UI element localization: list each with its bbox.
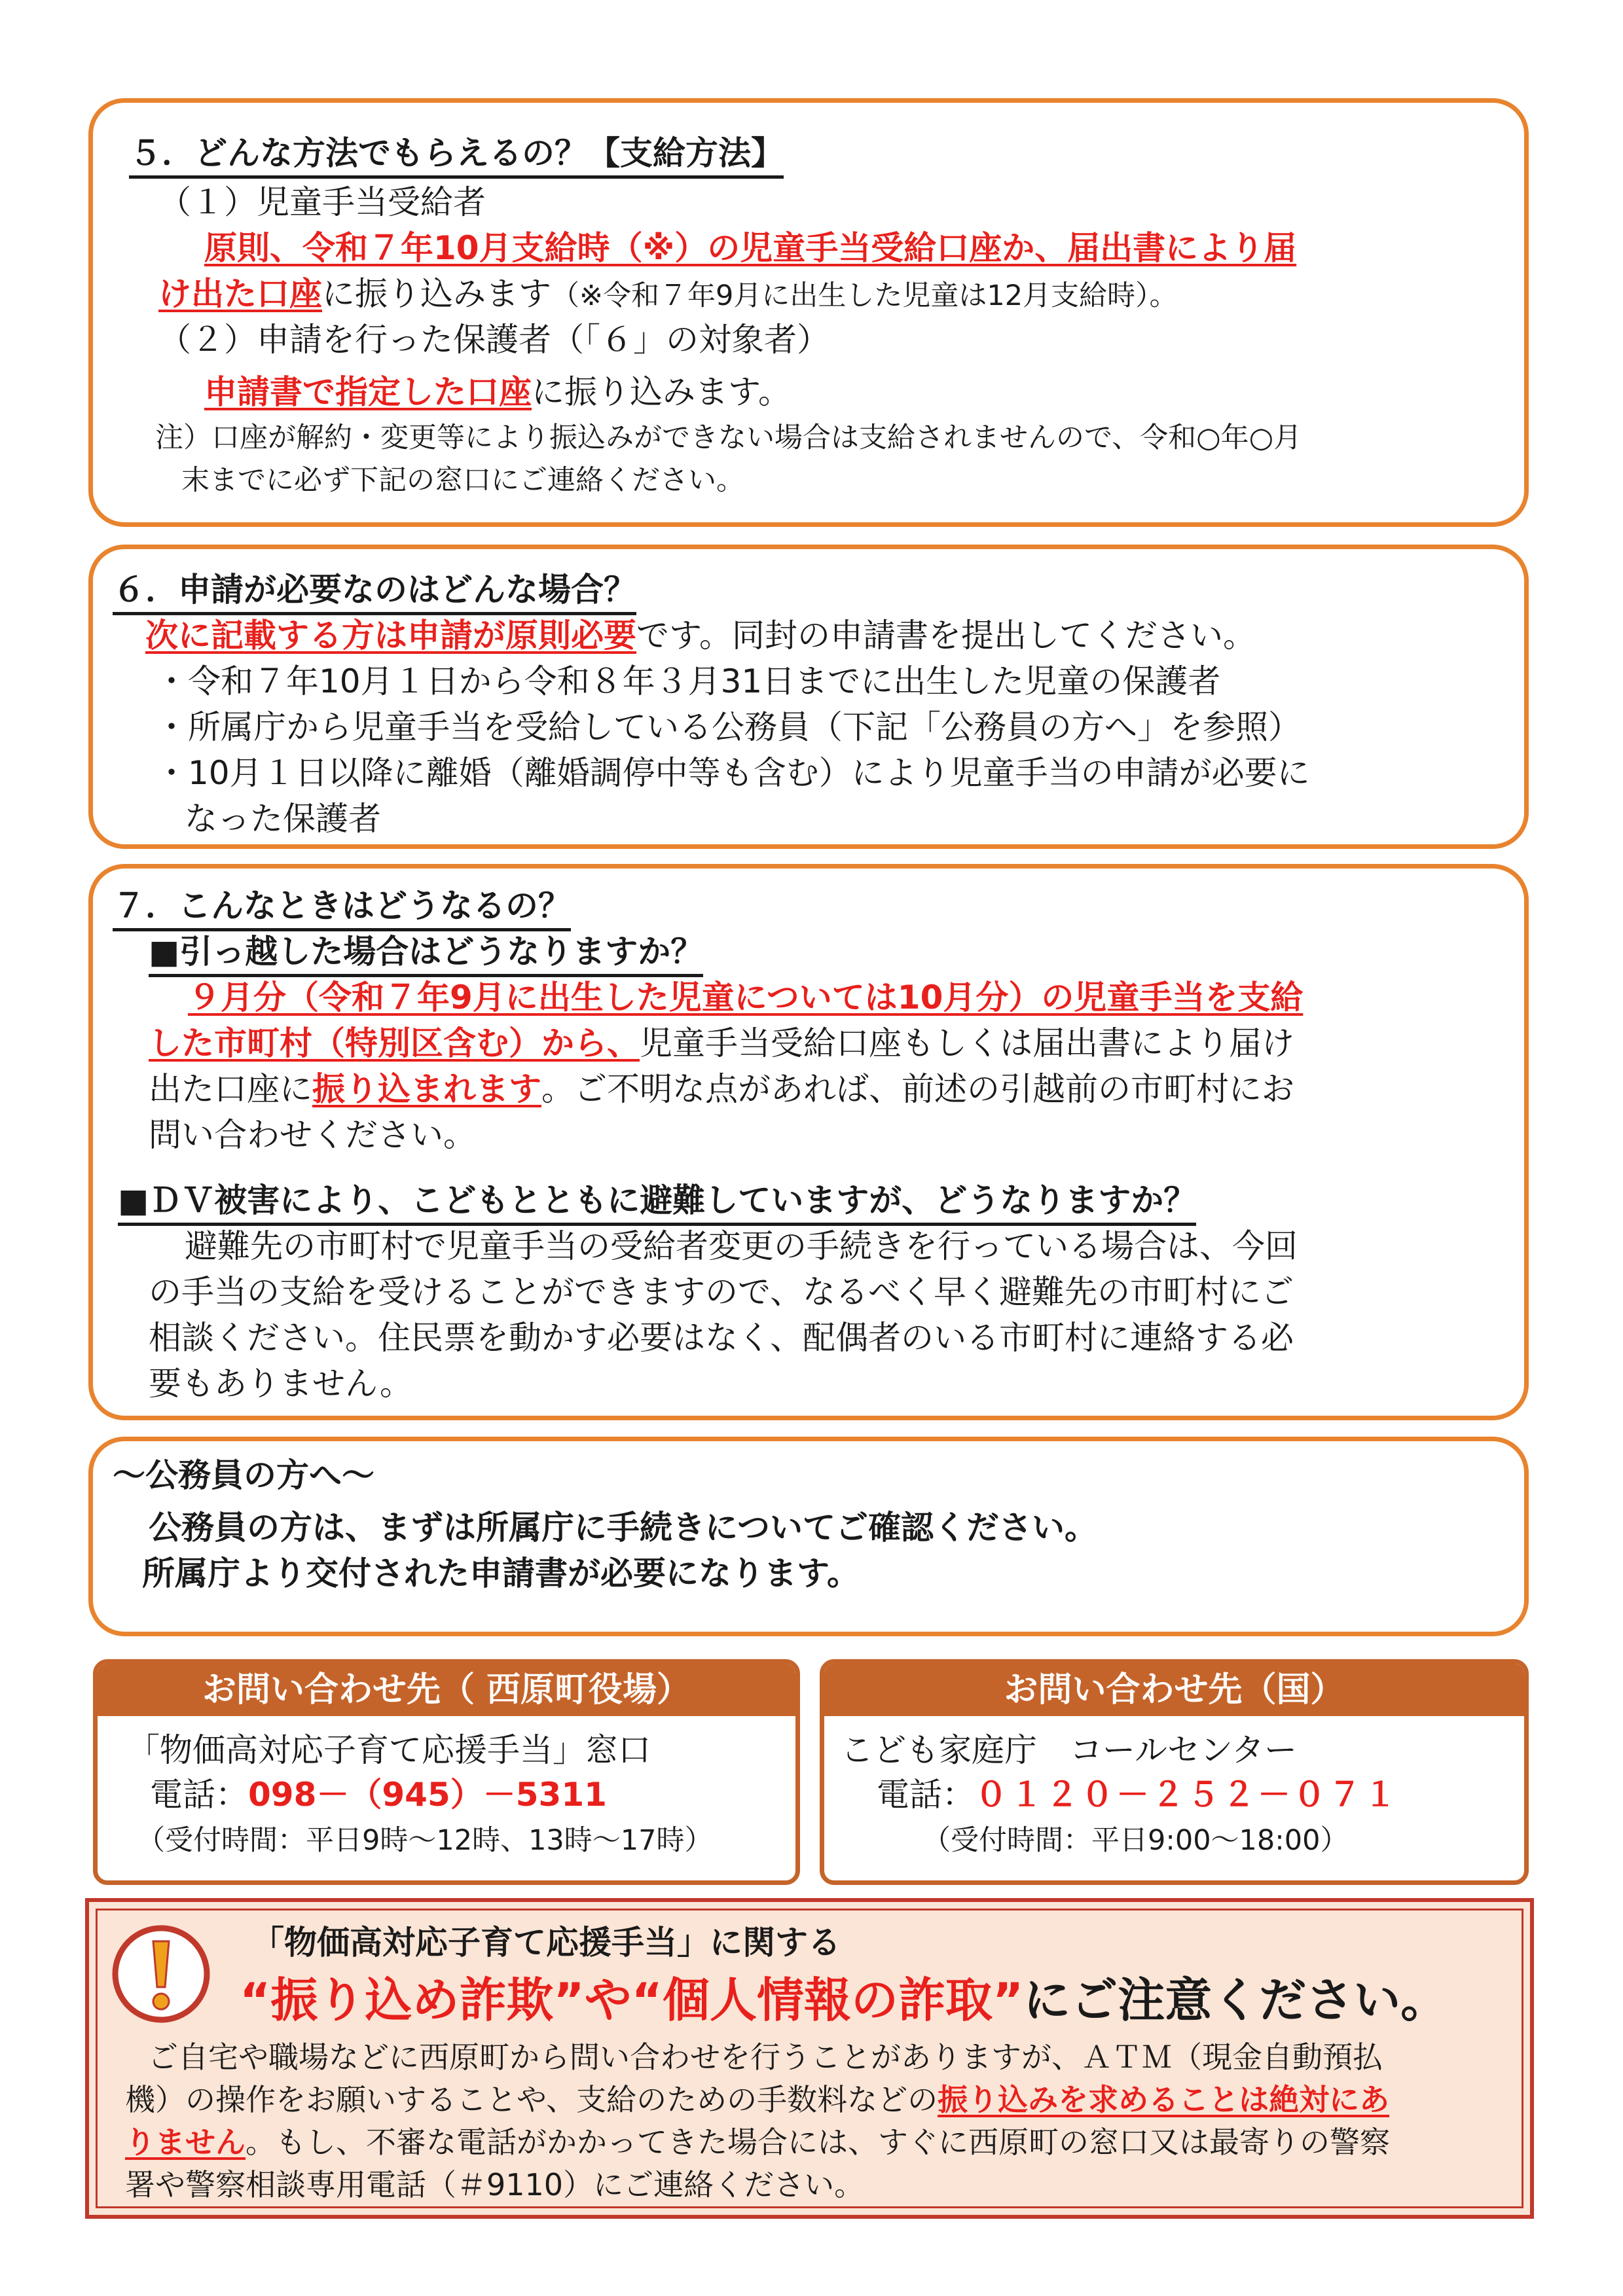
section-7-answer2-line4: 要もありません。 [149, 1365, 412, 1403]
section-5-line3-red: 申請書で指定した口座 [204, 373, 532, 411]
section-7-answer1-line1: ９月分（令和７年9月に出生した児童については10月分）の児童手当を支給 [188, 978, 1304, 1016]
civil-servant-line2: 所属庁より交付された申請書が必要になります。 [142, 1554, 860, 1592]
contact-nation-header: お問い合わせ先（国） [824, 1664, 1524, 1716]
section-7-answer2-line2: の手当の支給を受けることができますので、なるべく早く避難先の市町村にご [149, 1273, 1294, 1311]
section-5-line2-note: （※令和７年9月に出生した児童は12月支給時）。 [551, 279, 1178, 312]
section-5-sub2: （２）申請を行った保護者（「６」の対象者） [158, 321, 830, 359]
contact-local-header: お問い合わせ先（ 西原町役場） [98, 1664, 795, 1716]
contact-nation-tel [877, 1774, 1399, 1816]
section-5-sub1: （１）児童手当受給者 [158, 183, 486, 221]
section-7-answer1-line3-a: 出た口座に [149, 1070, 312, 1108]
civil-servant-box [88, 1437, 1529, 1636]
section-6-bullet1: ・令和７年10月１日から令和８年３月31日までに出生した児童の保護者 [155, 662, 1221, 700]
exclamation-icon [109, 1922, 213, 2026]
section-5-box [88, 98, 1529, 527]
section-7-answer1-line3-red: 振り込まれます [312, 1070, 541, 1108]
section-7-answer2-line3: 相談ください。住民票を動かす必要はなく、配偶者のいる市町村に連絡する必 [149, 1319, 1294, 1357]
fraud-warning-body1: ご自宅や職場などに西原町から問い合わせを行うことがありますが、ＡＴＭ（現金自動預払 [148, 2039, 1383, 2075]
section-7-title: ７．こんなときはどうなるの？ [113, 885, 571, 931]
contact-nation-hours: （受付時間：平日9:00～18:00） [922, 1824, 1349, 1857]
fraud-warning-line2-red: “振り込め詐欺”や“個人情報の詐取” [240, 1973, 1024, 2028]
section-5-line1: 原則、令和７年10月支給時（※）の児童手当受給口座か、届出書により届 [204, 229, 1297, 267]
section-6-box [88, 545, 1529, 849]
section-5-line2-red: け出た口座 [158, 275, 322, 313]
section-7-question1: ■引っ越した場合はどうなりますか？ [149, 931, 703, 977]
fraud-warning-body3-red: りません [125, 2125, 246, 2160]
section-7-box [88, 864, 1529, 1420]
civil-servant-line1: 公務員の方は、まずは所属庁に手続きについてご確認ください。 [149, 1509, 1097, 1547]
fraud-warning-line2 [240, 1971, 1448, 2030]
section-5-line3 [204, 371, 791, 413]
section-7-answer1-line2 [149, 1022, 1294, 1064]
fraud-warning-body4: 署や警察相談専用電話（＃9110）にご連絡ください。 [125, 2167, 865, 2202]
fraud-warning-body2 [125, 2079, 1389, 2121]
contact-local-tel-label: 電話： [150, 1776, 248, 1814]
section-7-answer1-line3 [149, 1068, 1294, 1110]
contact-local-box [93, 1659, 800, 1885]
fraud-warning-line1: 「物価高対応子育て応援手当」に関する [251, 1924, 841, 1962]
section-6-title: ６．申請が必要なのはどんな場合？ [113, 569, 636, 615]
section-5-note1: 注）口座が解約・変更等により振込みができない場合は支給されませんので、令和○年○月 [155, 422, 1302, 454]
contact-local-hours: （受付時間：平日9時～12時、13時～17時） [137, 1824, 713, 1857]
fraud-warning-body2-a: 機）の操作をお願いすることや、支給のための手数料などの [125, 2082, 938, 2117]
contact-local-tel [150, 1774, 607, 1816]
section-6-bullet3a: ・10月１日以降に離婚（離婚調停中等も含む）により児童手当の申請が必要に [155, 754, 1310, 792]
section-7-answer1-line2-rest: 児童手当受給口座もしくは届出書により届け [640, 1024, 1294, 1062]
contact-nation-box [820, 1659, 1529, 1885]
section-7-answer1-line3-b: 。ご不明な点があれば、前述の引越前の市町村にお [541, 1070, 1294, 1108]
section-5-line3-rest: に振り込みます。 [532, 373, 791, 411]
fraud-warning-body2-red: 振り込みを求めることは絶対にあ [938, 2082, 1390, 2117]
civil-servant-title: ～公務員の方へ～ [113, 1456, 374, 1494]
section-7-answer1-line4: 問い合わせください。 [149, 1116, 476, 1154]
section-7-question2: ■ＤＶ被害により、こどもとともに避難していますが、どうなりますか？ [118, 1179, 1196, 1226]
section-6-bullet2: ・所属庁から児童手当を受給している公務員（下記「公務員の方へ」を参照） [155, 708, 1301, 746]
section-5-title: ５．どんな方法でもらえるの？【支給方法】 [129, 132, 784, 179]
fraud-warning-body3-rest: 。もし、不審な電話がかかってきた場合には、すぐに西原町の窓口又は最寄りの警察 [246, 2125, 1390, 2160]
section-5-note2: 末までに必ず下記の窓口にご連絡ください。 [181, 464, 744, 497]
contact-nation-tel-number: ０１２０－２５２－０７１ [975, 1776, 1399, 1814]
section-7-answer1-line2-red: した市町村（特別区含む）から、 [149, 1024, 640, 1062]
contact-local-name: 「物価高対応子育て応援手当」窓口 [127, 1731, 651, 1769]
section-6-line1-red: 次に記載する方は申請が原則必要 [145, 617, 636, 655]
section-6-line1 [145, 615, 1256, 656]
fraud-warning-body3 [125, 2121, 1390, 2163]
section-5-line2 [158, 273, 1178, 317]
section-5-line2-rest: に振り込みます [322, 275, 551, 313]
contact-local-tel-number: 098－（945）－5311 [248, 1776, 607, 1814]
fraud-warning-line2-rest: にご注意ください。 [1023, 1973, 1448, 2028]
section-6-bullet3b: なった保護者 [185, 800, 381, 838]
contact-nation-tel-label: 電話： [877, 1776, 975, 1814]
fraud-warning-box [85, 1898, 1534, 2219]
section-6-line1-rest: です。同封の申請書を提出してください。 [636, 617, 1256, 655]
section-7-answer2-line1: 避難先の市町村で児童手当の受給者変更の手続きを行っている場合は、今回 [185, 1227, 1298, 1265]
contact-nation-name: こども家庭庁 コールセンター [841, 1731, 1297, 1769]
